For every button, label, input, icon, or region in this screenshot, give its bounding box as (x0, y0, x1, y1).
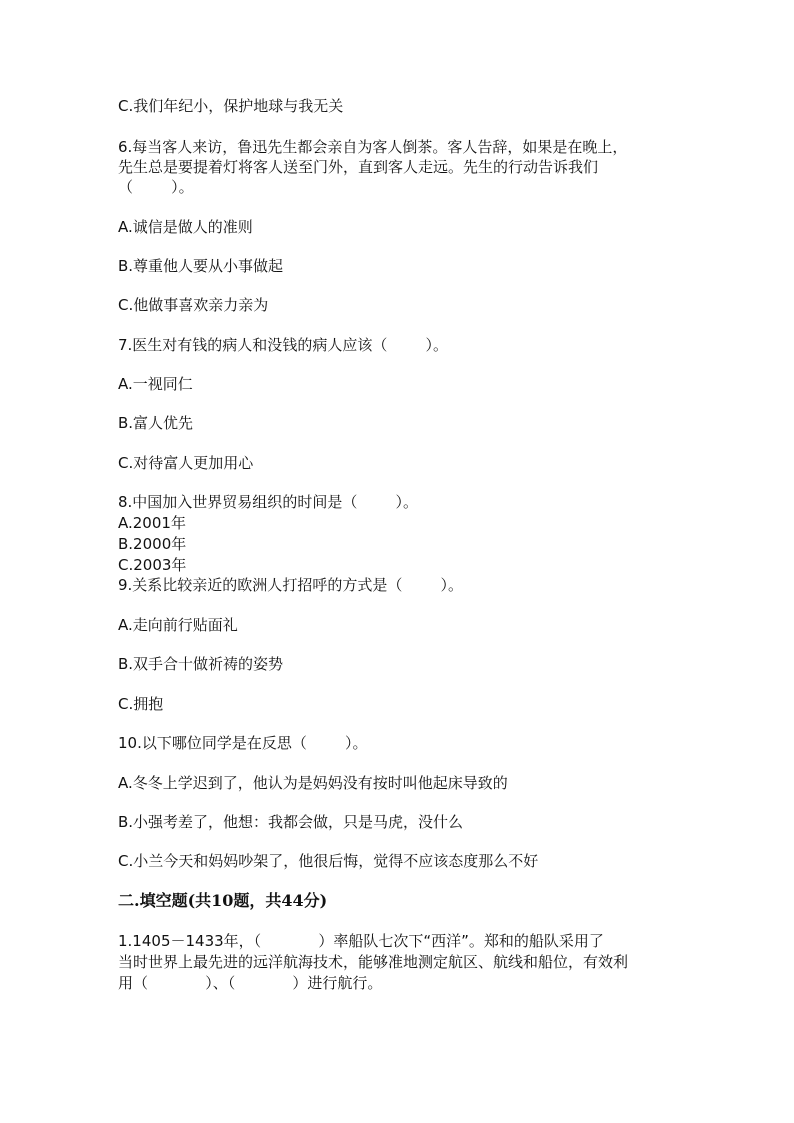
fill1-line1: 1.1405－1433年，（ ）率船队七次下“西洋”。郑和的船队采用了 (118, 932, 604, 950)
q6-stem-line3: （ ）。 (118, 178, 194, 196)
q9-option-c: C.拥抱 (118, 695, 164, 713)
fill1-line2: 当时世界上最先进的远洋航海技术，能够准地测定航区、航线和船位，有效利 (118, 953, 629, 971)
q7-option-b: B.富人优先 (118, 414, 194, 432)
q6-option-b: B.尊重他人要从小事做起 (118, 257, 284, 275)
q8-stem: 8.中国加入世界贸易组织的时间是（ ）。 (118, 493, 418, 511)
q7-option-a: A.一视同仁 (118, 375, 193, 393)
q8-option-a: A.2001年 (118, 514, 186, 532)
q10-option-c: C.小兰今天和妈妈吵架了，他很后悔，觉得不应该态度那么不好 (118, 852, 539, 870)
q7-option-c: C.对待富人更加用心 (118, 454, 254, 472)
q6-stem-line1: 6.每当客人来访，鲁迅先生都会亲自为客人倒茶。客人告辞，如果是在晚上， (118, 138, 628, 156)
q10-stem: 10.以下哪位同学是在反思（ ）。 (118, 734, 368, 752)
q10-option-b: B.小强考差了，他想：我都会做，只是马虎，没什么 (118, 813, 464, 831)
q6-option-a: A.诚信是做人的准则 (118, 218, 253, 236)
q6-stem-line2: 先生总是要提着灯将客人送至门外，直到客人走远。先生的行动告诉我们 (118, 158, 599, 176)
q5-option-c: C.我们年纪小，保护地球与我无关 (118, 97, 344, 115)
q9-stem: 9.关系比较亲近的欧洲人打招呼的方式是（ ）。 (118, 576, 463, 594)
section-heading-fill-blank: 二.填空题(共10题，共44分) (118, 891, 328, 910)
q9-option-a: A.走向前行贴面礼 (118, 616, 238, 634)
q6-option-c: C.他做事喜欢亲力亲为 (118, 296, 269, 314)
q7-stem: 7.医生对有钱的病人和没钱的病人应该（ ）。 (118, 336, 448, 354)
q9-option-b: B.双手合十做祈祷的姿势 (118, 655, 284, 673)
q8-option-c: C.2003年 (118, 556, 187, 574)
q10-option-a: A.冬冬上学迟到了，他认为是妈妈没有按时叫他起床导致的 (118, 774, 508, 792)
fill1-line3: 用（ ）、（ ）进行航行。 (118, 974, 383, 992)
q8-option-b: B.2000年 (118, 535, 187, 553)
